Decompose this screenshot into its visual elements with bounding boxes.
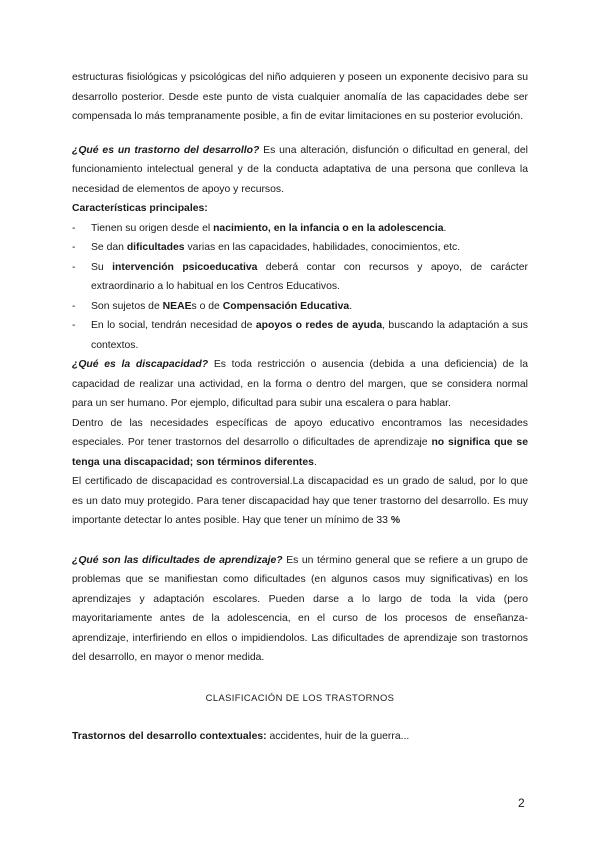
discapacidad-question: ¿Qué es la discapacidad? xyxy=(72,359,209,370)
trastorno-text: Es una alteración, disfunción o dificultad en general, del funcionamiento intelectual general y de la conducta adaptativa de una persona que conlleva la necesidad de elementos de apoyo y recursos. xyxy=(72,144,528,195)
intro-paragraph: estructuras fisiológicas y psicológicas del niño adquieren y poseen un exponente decisivo para su desarrollo posterior. Desde este punto de vista cualquier anomalía de las capacidades debe ser compensada lo más tempranamente posible, a fin de evitar limitaciones en su posterior evolución. xyxy=(72,72,528,122)
list-item: - Tienen su origen desde el nacimiento, en la infancia o en la adolescencia. xyxy=(72,219,528,239)
discapacidad-paragraph-3: El certificado de discapacidad es controversial.La discapacidad es un grado de salud, por lo que es un dato muy protegido. Para tener discapacidad hay que tener trastorno del desarrollo. Es muy importante detectar lo antes posible. Hay que tener un mínimo de 33 % xyxy=(72,476,528,526)
list-item: - Son sujetos de NEAEs o de Compensación Educativa. xyxy=(72,297,528,317)
trastorno-definition xyxy=(72,141,528,200)
discapacidad-definition: ¿Qué es la discapacidad? Es toda restricción o ausencia (debida a una deficiencia) de la capacidad de realizar una actividad, en la forma o dentro del margen, que se considera normal para un ser humano. Por ejemplo, dificultad para subir una escalera o para hablar. xyxy=(72,359,528,409)
characteristics-heading: Características principales: xyxy=(72,203,208,214)
page-number: 2 xyxy=(518,796,525,810)
dificultades-definition: ¿Qué son las dificultades de aprendizaje? Es un término general que se refiere a un grupo de problemas que se manifiestan como dificultades (en algunos casos muy significativas) en los aprendizajes y adaptación escolares. Pueden darse a lo largo de toda la vida (pero mayoritariamente antes de la adolescencia, en el curso de los procesos de enseñanza-aprendizaje, interfiriendo en ellos o impidiendolos. Las dificultades de aprendizaje son trastornos del desarrollo, en mayor o menor medida. xyxy=(72,554,528,663)
list-item: - Se dan dificultades varias en las capacidades, habilidades, conocimientos, etc. xyxy=(72,238,528,258)
dificultades-question: ¿Qué son las dificultades de aprendizaje? xyxy=(72,554,283,566)
discapacidad-paragraph-2: Dentro de las necesidades específicas de apoyo educativo encontramos las necesidades especiales. Por tener trastornos del desarrollo o dificultades de aprendizaje no significa que se tenga una discapacidad; son términos diferentes. xyxy=(72,417,528,468)
contextuales-paragraph: Trastornos del desarrollo contextuales: accidentes, huir de la guerra... xyxy=(72,731,410,742)
characteristics-list xyxy=(72,219,528,356)
trastorno-question: ¿Qué es un trastorno del desarrollo? xyxy=(72,144,260,156)
document-page xyxy=(72,68,528,747)
list-item: - En lo social, tendrán necesidad de apoyos o redes de ayuda, buscando la adaptación a sus contextos. xyxy=(72,316,528,355)
section-title: CLASIFICACIÓN DE LOS TRASTORNOS xyxy=(205,691,395,703)
list-item: - Su intervención psicoeducativa deberá contar con recursos y apoyo, de carácter extraordinario a lo habitual en los Centros Educativos. xyxy=(72,258,528,297)
